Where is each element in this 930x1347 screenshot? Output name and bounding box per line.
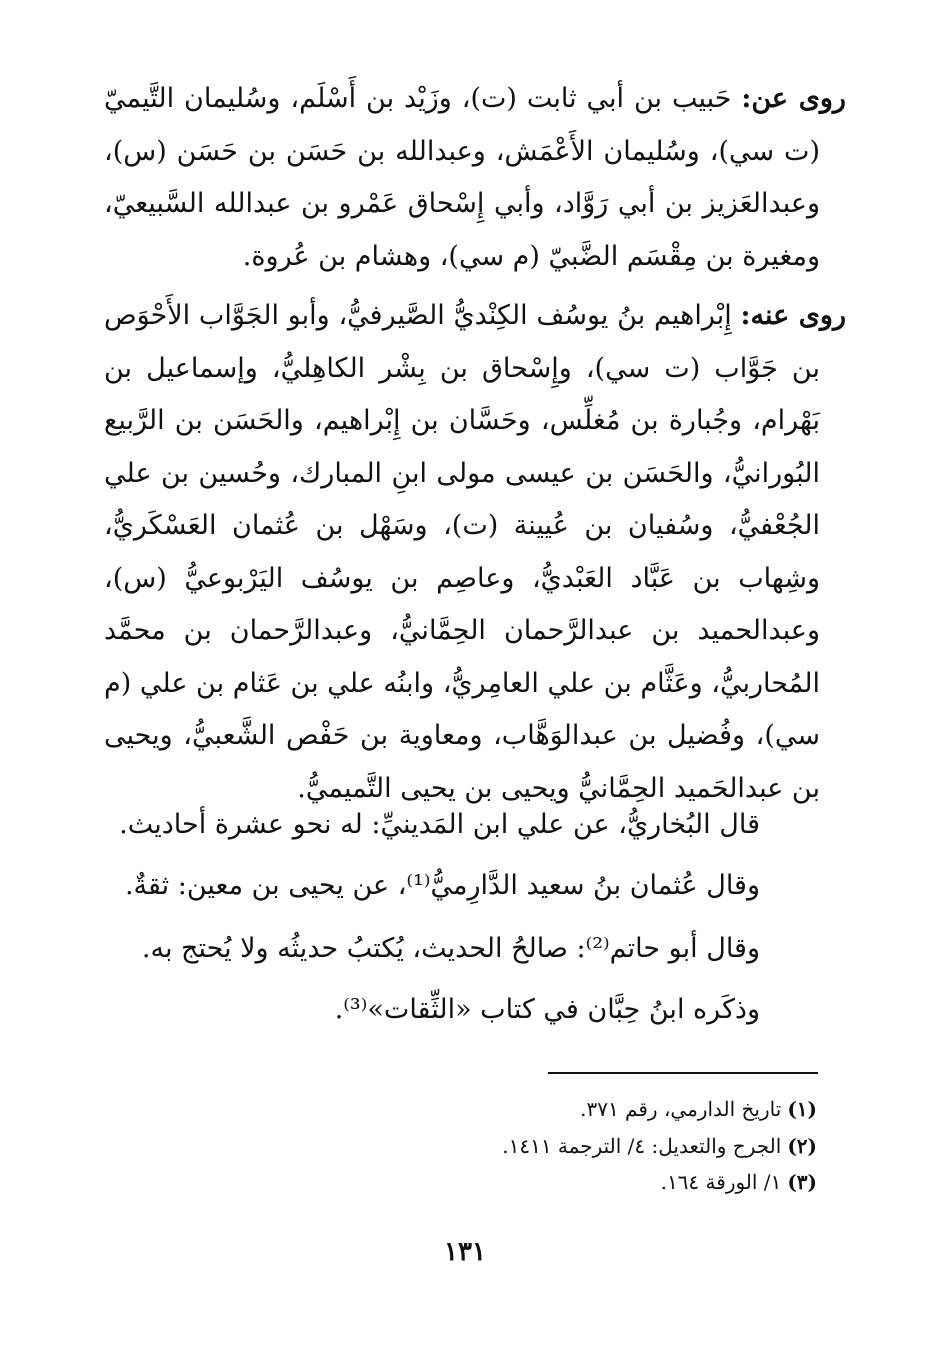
statement-bukhari: قال البُخاريُّ، عن علي ابن المَدينيِّ: له نحو عشرة أحاديث. (119, 809, 760, 840)
footnote-number: (١) (787, 1097, 817, 1121)
narrated-by-lead: روى عنه: (740, 300, 846, 331)
statement-ibn-hibban: وذكَره ابنُ حِبَّان في كتاب «الثِّقات»⁽³⁾. (334, 994, 760, 1025)
footnote-1 (317, 1094, 817, 1124)
statement-abu-hatim: وقال أبو حاتم⁽²⁾: صالحُ الحديث، يُكتبُ حديثُه ولا يُحتج به. (141, 933, 760, 964)
footnote-divider (548, 1072, 818, 1074)
footnote-text: ١/ الورقة ١٦٤. (660, 1170, 782, 1194)
footnote-text: تاريخ الدارمي، رقم ٣٧١. (580, 1097, 782, 1121)
statement-darimi: وقال عُثمان بنُ سعيد الدَّارِميُّ⁽¹⁾، عن يحيى بن معين: ثقةٌ. (124, 870, 760, 901)
narrated-from-text: حَبيب بن أبي ثابت (ت)، وزَيْد بن أَسْلَم، وسُليمان التَّيميّ (ت سي)، وسُليمان الأَعْمَش، وعبدالله بن حَسَن بن حَسَن (س)، وعبدالعَزيز بن أبي رَوَّاد، وأبي إِسْحاق عَمْرو بن عبدالله السَّبيعيّ، ومغيرة بن مِقْسَم الضَّبيّ (م سي)، وهشام بن عُروة. (104, 83, 820, 272)
narrated-by-paragraph (104, 290, 846, 815)
footnote-3 (317, 1167, 817, 1197)
footnote-number: (٢) (787, 1134, 817, 1158)
narrated-from-lead: روى عن: (741, 83, 846, 114)
narrated-by-text: إِبْراهيم بنُ يوسُف الكِنْديُّ الصَّيرفيُّ، وأبو الجَوَّاب الأَحْوَص بن جَوَّاب (ت سي)، وإِسْحاق بن بِشْر الكاهِليُّ، وإسماعيل بن بَهْرام، وجُبارة بن مُغلِّس، وحَسَّان بن إِبْراهيم، والحَسَن بن الرَّبيع البُورانيُّ، والحَسَن بن عيسى مولى ابنِ المبارك، وحُسين بن علي الجُعْفيُّ، وسُفيان بن عُيينة (ت)، وسَهْل بن عُثمان العَسْكَريُّ، وشِهاب بن عَبَّاد العَبْديُّ، وعاصِم بن يوسُف اليَرْبوعيُّ (س)، وعبدالحميد بن عبدالرَّحمان الحِمَّانيُّ، وعبدالرَّحمان بن محمَّد المُحاربيُّ، وعَثَّام بن علي العامِريُّ، وابنُه علي بن عَثام بن علي (م سي)، وفُضيل بن عبدالوَهَّاب، ومعاوية بن حَفْص الشَّعبيُّ، ويحيى بن عبدالحَميد الحِمَّانيُّ ويحيى بن يحيى التَّميميُّ. (104, 300, 820, 804)
page-number: ١٣١ (444, 1237, 486, 1267)
footnote-2 (317, 1131, 817, 1161)
footnote-text: الجرح والتعديل: ٤/ الترجمة ١٤١١. (502, 1134, 782, 1158)
narrated-from-paragraph (104, 73, 846, 283)
footnote-number: (٣) (787, 1170, 817, 1194)
